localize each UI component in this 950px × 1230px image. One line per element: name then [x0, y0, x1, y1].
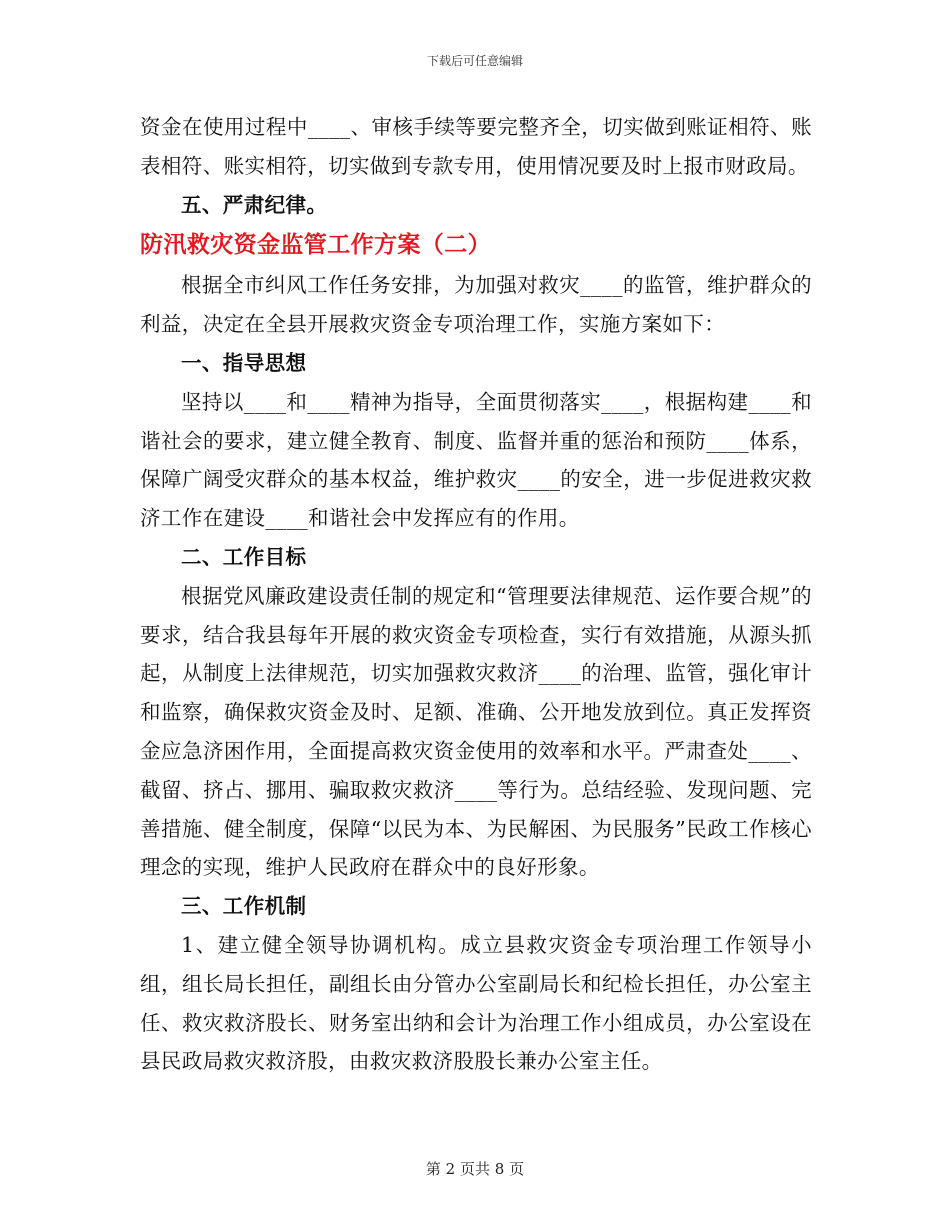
section-heading-1: 一、指导思想 — [181, 350, 307, 375]
document-body — [140, 108, 812, 1081]
section-heading-2: 二、工作目标 — [181, 544, 307, 569]
page-number-footer: 第 2 页共 8 页 — [425, 1160, 525, 1178]
paragraph-work-mechanism: 1、建立健全领导协调机构。成立县救灾资金专项治理工作领导小组，组长局长担任，副组长由分管办公室副局长和纪检长担任，办公室主任、救灾救济股长、财务室出纳和会计为治理工作小组成员，办公室设在县民政局救灾救济股，由救灾救济股股长兼办公室主任。 — [140, 932, 812, 1074]
section-heading-5: 五、严肃纪律。 — [181, 192, 328, 217]
paragraph-work-goals: 根据党风廉政建设责任制的规定和“管理要法律规范、运作要合规”的要求，结合我县每年开展的救灾资金专项检查，实行有效措施，从源头抓起，从制度上法律规范，切实加强救灾救济____的治理、监管，强化审计和监察，确保救灾资金及时、足额、准确、公开地发放到位。真正发挥资金应急济困作用，全面提高救灾资金使用的效率和水平。严肃查处____、截留、挤占、挪用、骗取救灾救济____等行为。总结经验、发现问题、完善措施、健全制度，保障“以民为本、为民解困、为民服务”民政工作核心理念的实现，维护人民政府在群众中的良好形象。 — [140, 583, 812, 880]
page-header-note: 下载后可任意编辑 — [426, 54, 523, 68]
paragraph-intro: 根据全市纠风工作任务安排，为加强对救灾____的监管，维护群众的利益，决定在全县开展救灾资金专项治理工作，实施方案如下： — [140, 273, 812, 337]
paragraph-continuation: 资金在使用过程中____、审核手续等要完整齐全，切实做到账证相符、账表相符、账实相符，切实做到专款专用，使用情况要及时上报市财政局。 — [140, 115, 812, 178]
section-heading-3: 三、工作机制 — [181, 894, 307, 919]
document-title: 防汛救灾资金监管工作方案（二） — [140, 231, 491, 259]
paragraph-guiding-thought: 坚持以____和____精神为指导，全面贯彻落实____，根据构建____和谐社会的要求，建立健全教育、制度、监督并重的惩治和预防____体系，保障广阔受灾群众的基本权益，维护救灾____的安全，进一步促进救灾救济工作在建设____和谐社会中发挥应有的作用。 — [140, 389, 812, 531]
